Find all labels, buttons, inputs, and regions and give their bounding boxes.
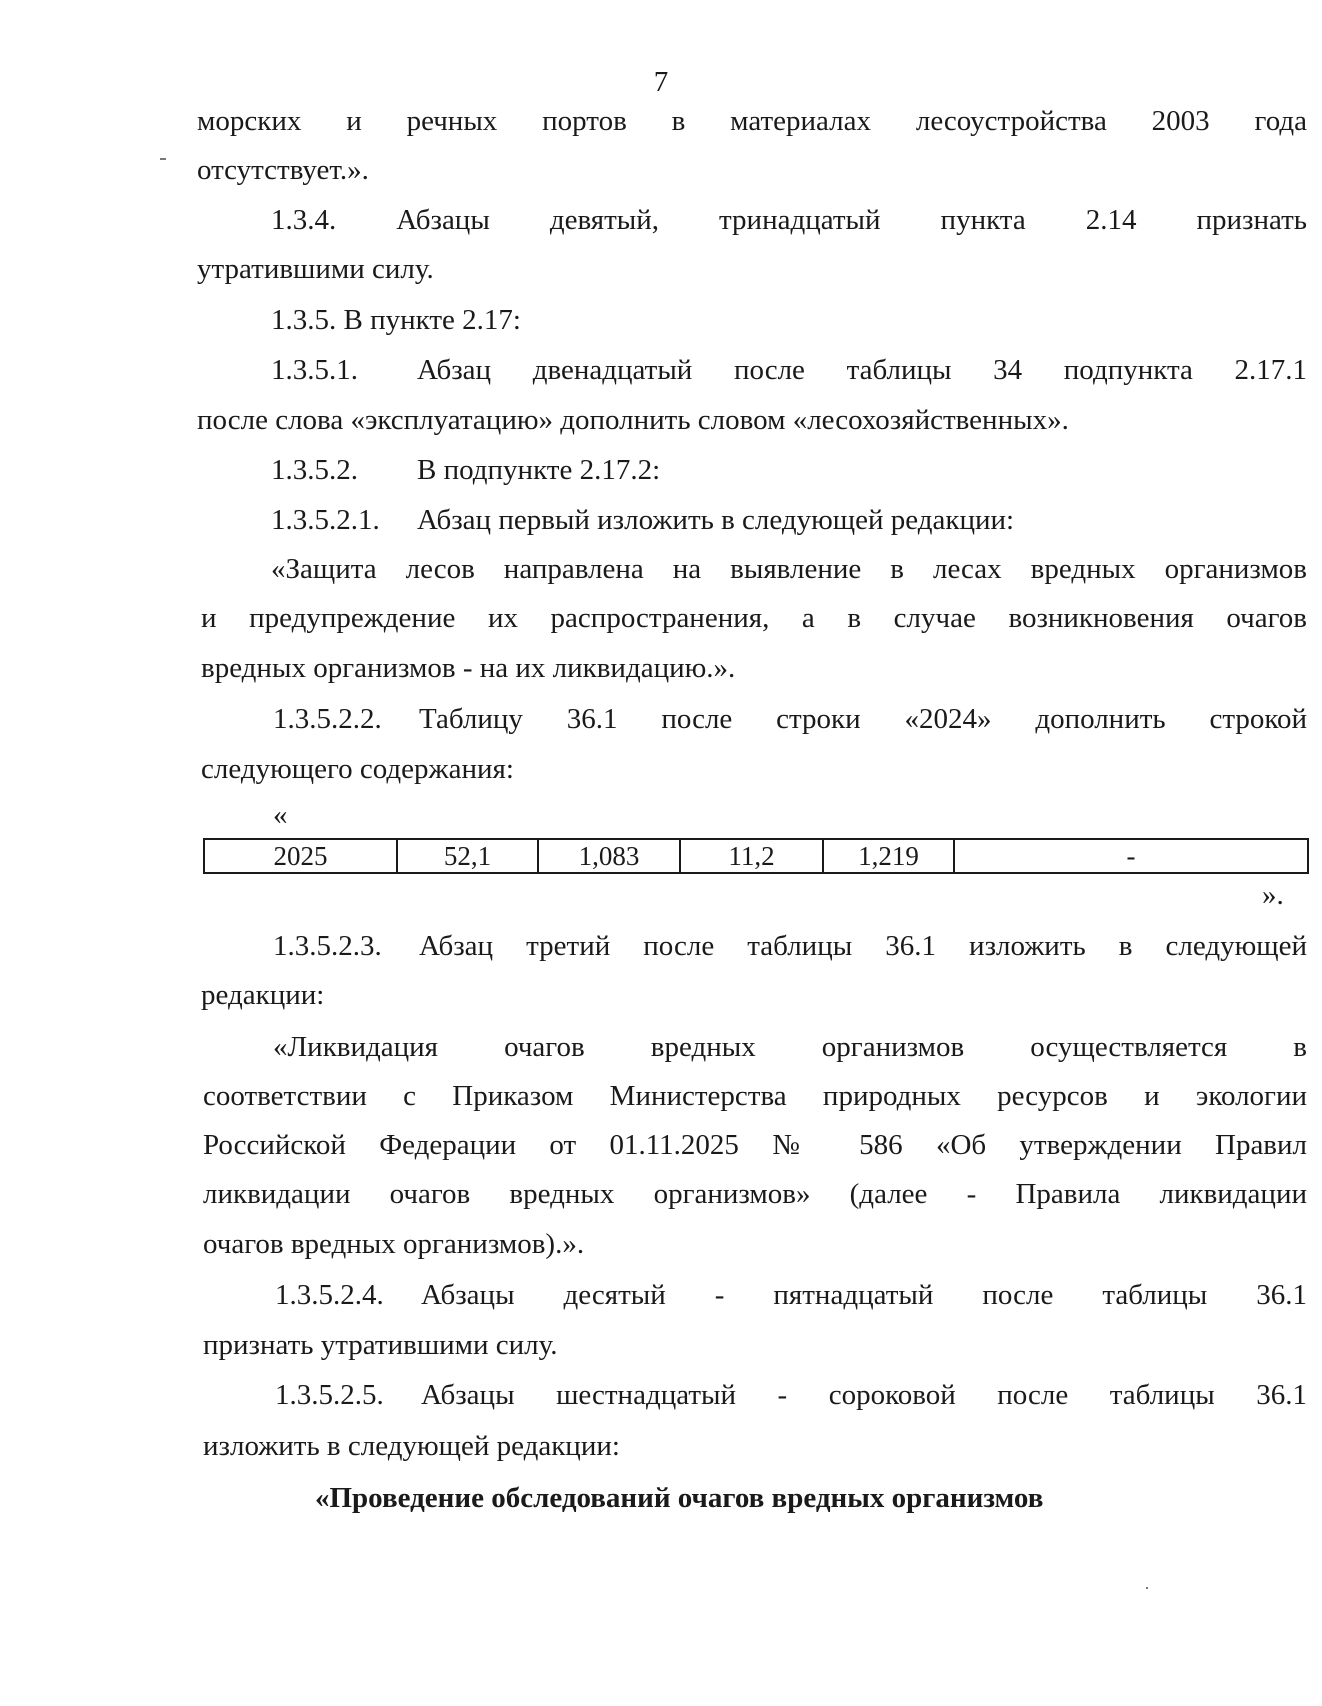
text-line: изложить в следующей редакции: <box>203 1430 620 1462</box>
quote-line: ликвидации очагов вредных организмов» (далее - Правила ликвидации <box>203 1178 1307 1210</box>
scan-speck <box>160 158 166 160</box>
item-number: 1.3.5.2.4. <box>275 1279 384 1311</box>
table-row <box>204 839 1308 873</box>
quote-line: и предупреждение их распространения, а в случае возникновения очагов <box>201 602 1307 634</box>
item-number: 1.3.5.2. <box>271 454 358 486</box>
section-heading: «Проведение обследований очагов вредных организмов <box>315 1482 1044 1514</box>
item-number: 1.3.5.1. <box>271 354 358 386</box>
table-cell: 52,1 <box>397 839 538 873</box>
table-cell: 11,2 <box>680 839 823 873</box>
text-line: после слова «эксплуатацию» дополнить словом «лесохозяйственных». <box>197 404 1069 436</box>
paragraph-1-3-5-2: В подпункте 2.17.2: <box>417 454 661 486</box>
paragraph-1-3-5-2-4: Абзацы десятый - пятнадцатый после таблицы 36.1 <box>421 1279 1307 1311</box>
paragraph-1-3-5: 1.3.5. В пункте 2.17: <box>271 304 521 336</box>
quote-line: соответствии с Приказом Министерства природных ресурсов и экологии <box>203 1080 1307 1112</box>
quote-line: «Ликвидация очагов вредных организмов осуществляется в <box>273 1031 1307 1063</box>
table-cell: 1,083 <box>538 839 680 873</box>
paragraph-1-3-5-2-2: Таблицу 36.1 после строки «2024» дополнить строкой <box>419 703 1307 735</box>
table-cell: - <box>954 839 1308 873</box>
table-cell: 1,219 <box>823 839 954 873</box>
quote-line: вредных организмов - на их ликвидацию.». <box>201 652 736 684</box>
open-quote: « <box>273 799 288 831</box>
text-line: признать утратившими силу. <box>203 1329 558 1361</box>
text-line: морских и речных портов в материалах лесоустройства 2003 года <box>197 105 1307 137</box>
paragraph-1-3-5-2-3: Абзац третий после таблицы 36.1 изложить в следующей <box>419 930 1307 962</box>
paragraph-1-3-4: 1.3.4. Абзацы девятый, тринадцатый пункта 2.14 признать <box>271 204 1307 236</box>
quote-line: очагов вредных организмов).». <box>203 1228 585 1260</box>
page-number: 7 <box>653 66 669 98</box>
scan-speck <box>1146 1587 1148 1589</box>
table-row-2025 <box>203 838 1309 874</box>
cell-year: 2025 <box>204 839 397 873</box>
text-line: редакции: <box>201 979 325 1011</box>
text-line: отсутствует.». <box>197 154 369 186</box>
item-number: 1.3.5.2.2. <box>273 703 382 735</box>
item-number: 1.3.5.2.3. <box>273 930 382 962</box>
quote-line: Российской Федерации от 01.11.2025 № 586 «Об утверждении Правил <box>203 1129 1307 1161</box>
text-line: утратившими силу. <box>197 253 434 285</box>
paragraph-1-3-5-2-1: Абзац первый изложить в следующей редакции: <box>417 504 1015 536</box>
paragraph-1-3-5-1: Абзац двенадцатый после таблицы 34 подпункта 2.17.1 <box>417 354 1307 386</box>
item-number: 1.3.5.2.5. <box>275 1379 384 1411</box>
item-number: 1.3.5.2.1. <box>271 504 380 536</box>
quote-line: «Защита лесов направлена на выявление в лесах вредных организмов <box>271 553 1307 585</box>
text-line: следующего содержания: <box>201 753 514 785</box>
paragraph-1-3-5-2-5: Абзацы шестнадцатый - сороковой после таблицы 36.1 <box>421 1379 1307 1411</box>
close-quote: ». <box>1262 879 1284 911</box>
